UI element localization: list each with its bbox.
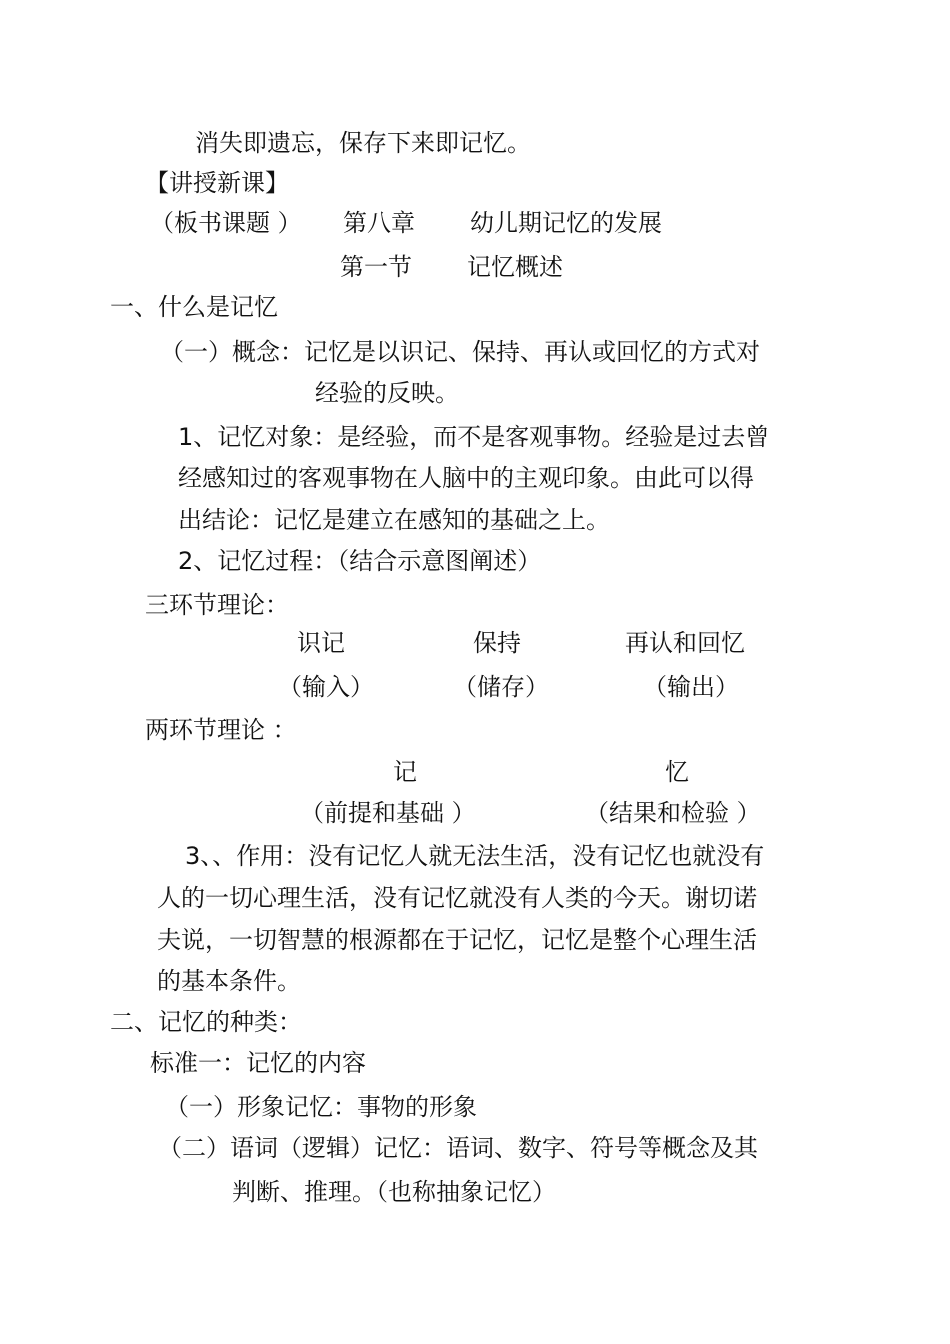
section-heading: 【讲授新课】	[145, 169, 289, 197]
text-line: （一）概念：记忆是以识记、保持、再认或回忆的方式对	[160, 338, 760, 366]
diagram-label: 记	[393, 758, 417, 786]
text-line: 3、、作用：没有记忆人就无法生活，没有记忆也就没有	[185, 842, 765, 870]
diagram-label: 再认和回忆	[625, 629, 745, 657]
section-number: 第一节	[340, 253, 412, 281]
diagram-label: （输入）	[278, 673, 374, 701]
section-title: 记忆概述	[467, 253, 563, 281]
text-line: 2、记忆过程：（结合示意图阐述）	[178, 547, 542, 575]
text-line: （一）形象记忆：事物的形象	[165, 1093, 477, 1121]
heading-1: 二、记忆的种类：	[110, 1008, 302, 1036]
text-line: 经感知过的客观事物在人脑中的主观印象。由此可以得	[178, 464, 754, 492]
text-line: 夫说，一切智慧的根源都在于记忆，记忆是整个心理生活	[157, 926, 757, 954]
diagram-label: 忆	[665, 758, 689, 786]
text-line: （二）语词（逻辑）记忆：语词、数字、符号等概念及其	[158, 1134, 758, 1162]
text-line: 人的一切心理生活，没有记忆就没有人类的今天。谢切诺	[157, 884, 757, 912]
text-line: 三环节理论：	[145, 591, 289, 619]
text-line: 的基本条件。	[157, 967, 301, 995]
text-line: 两环节理论 ：	[145, 716, 297, 744]
diagram-label: （结果和检验 ）	[585, 799, 761, 827]
chapter-number: 第八章	[343, 209, 415, 237]
diagram-label: （输出）	[643, 673, 739, 701]
text-line: 判断、推理。（也称抽象记忆）	[232, 1178, 556, 1206]
text-line: 消失即遗忘，保存下来即记忆。	[195, 129, 531, 157]
text-line: 标准一：记忆的内容	[150, 1049, 366, 1077]
diagram-label: 识记	[297, 629, 345, 657]
text-line: （板书课题 ）	[150, 209, 302, 237]
text-line: 出结论：记忆是建立在感知的基础之上。	[178, 506, 610, 534]
diagram-label: （储存）	[453, 673, 549, 701]
text-line: 经验的反映。	[315, 379, 459, 407]
diagram-label: 保持	[473, 629, 521, 657]
text-line: 1、记忆对象：是经验，而不是客观事物。经验是过去曾	[178, 423, 770, 451]
diagram-label: （前提和基础 ）	[300, 799, 476, 827]
heading-1: 一、什么是记忆	[110, 293, 278, 321]
chapter-title: 幼儿期记忆的发展	[470, 209, 662, 237]
